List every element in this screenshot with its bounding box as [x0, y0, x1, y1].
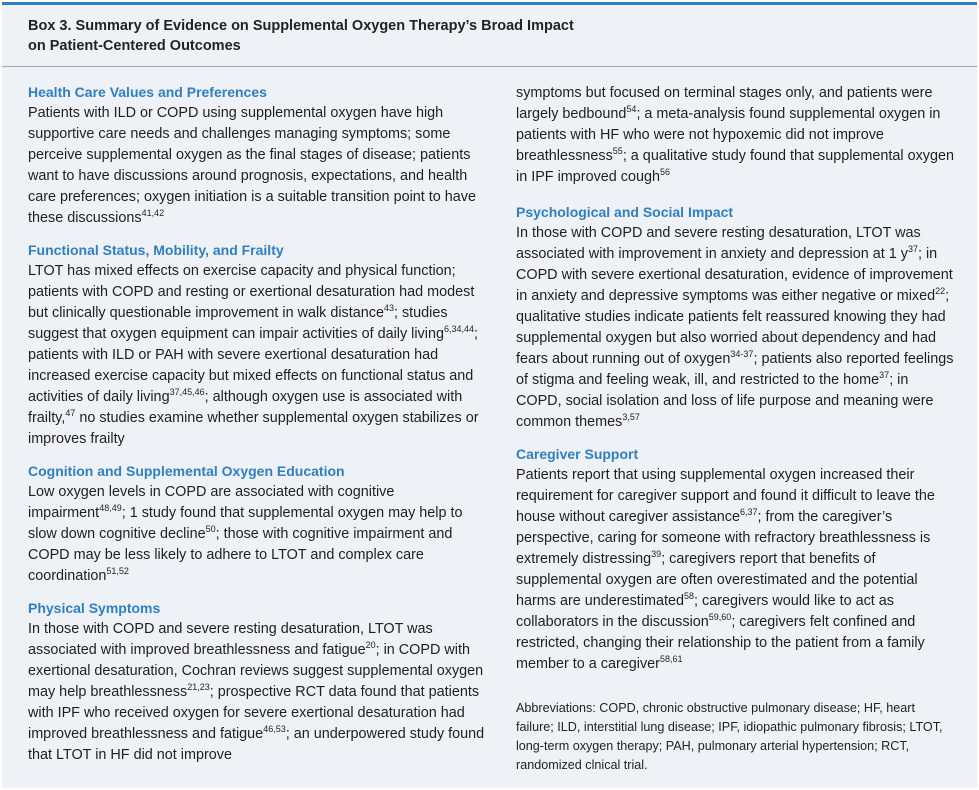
- section-physical-symptoms: [28, 598, 488, 766]
- section-heading: Psychological and Social Impact: [516, 204, 734, 220]
- text-run: In those with COPD and severe resting desaturation, LTOT was associated with improved breathlessness and fatigue: [28, 621, 433, 658]
- citation: 58: [683, 591, 694, 602]
- section-heading: Physical Symptoms: [28, 600, 161, 616]
- citation: 47: [65, 408, 76, 419]
- section-cognition: [28, 461, 488, 587]
- abbreviations-note: Abbreviations: COPD, chronic obstructive pulmonary disease; HF, heart failure; ILD, interstitial lung disease; IPF, idiopathic pulmonary fibrosis; LTOT, long-term oxygen therapy; PAH, pulmonary arterial hypertension; RCT, randomized clnical trial.: [516, 701, 943, 772]
- right-column: [516, 83, 954, 788]
- section-body: [28, 261, 488, 450]
- section-heading: Health Care Values and Preferences: [28, 84, 267, 100]
- text-run: Low oxygen levels in COPD are associated with cognitive impairment: [28, 484, 395, 521]
- text-run: no studies examine whether supplemental oxygen stabilizes or improves frailty: [28, 410, 479, 447]
- citation: 39: [651, 549, 662, 560]
- section-body: [516, 83, 954, 188]
- text-run: ; a meta-analysis found supplemental oxygen in patients with HF who were not hypoxemic did not improve breathlessness: [516, 106, 941, 164]
- citation: 43: [383, 303, 394, 314]
- section-body: [28, 103, 488, 229]
- citation: 22: [935, 286, 946, 297]
- section-physical-symptoms-continued: [516, 83, 954, 188]
- text-run: ; studies suggest that oxygen equipment can impair activities of daily living: [28, 305, 448, 342]
- text-run: ; patients also reported feelings of stigma and feeling weak, ill, and restricted to the home: [516, 351, 954, 388]
- text-run: ; in COPD with severe exertional desaturation, evidence of improvement in anxiety and depressive symptoms was either negative or mixed: [516, 246, 953, 304]
- citation: 46,53: [263, 724, 286, 735]
- section-heading: Functional Status, Mobility, and Frailty: [28, 242, 284, 258]
- text-run: ; prospective RCT data found that patients with IPF who received oxygen for severe exertional desaturation had improved breathlessness and fatigue: [28, 684, 480, 742]
- text-run: ; qualitative studies indicate patients felt reassured knowing they had supplemental oxygen but also worried about dependency and had fears about running out of oxygen: [516, 288, 950, 367]
- text-run: ; in COPD with exertional desaturation, Cochran reviews suggest supplemental oxygen may help breathlessness: [28, 642, 484, 700]
- text-run: Patients report that using supplemental oxygen increased their requirement for caregiver support and found it difficult to leave the house without caregiver assistance: [516, 467, 935, 525]
- text-run: ; from the caregiver’s perspective, caring for someone with refractory breathlessness is extremely distressing: [516, 509, 931, 567]
- section-caregiver-support: [516, 444, 954, 675]
- title-divider: [2, 66, 977, 67]
- section-functional-status: [28, 240, 488, 450]
- citation: 59,60: [708, 612, 732, 623]
- section-body: [28, 482, 488, 587]
- text-run: ; patients with ILD or PAH with severe exertional desaturation had increased exercise capacity but mixed effects on functional status and activities of daily living: [28, 326, 478, 405]
- citation: 3,57: [622, 412, 640, 423]
- citation: 37: [879, 370, 890, 381]
- citation: 37: [907, 244, 918, 255]
- section-heading: Cognition and Supplemental Oxygen Education: [28, 463, 345, 479]
- citation: 6,34,44: [443, 324, 474, 335]
- section-body: [516, 223, 954, 433]
- text-run: ; an underpowered study found that LTOT in HF did not improve: [28, 726, 485, 763]
- top-accent-rule: [2, 2, 977, 5]
- evidence-box: [2, 2, 977, 788]
- text-run: symptoms but focused on terminal stages only, and patients were largely bedbound: [516, 85, 933, 122]
- box-title: [28, 16, 628, 56]
- citation: 51,52: [106, 566, 129, 577]
- citation: 6,37: [739, 507, 758, 518]
- box-title-line-2: on Patient-Centered Outcomes: [28, 38, 241, 54]
- text-run: ; although oxygen use is associated with frailty,: [28, 389, 463, 426]
- text-run: ; those with cognitive impairment and COPD may be less likely to adhere to LTOT and complex care coordination: [28, 526, 453, 584]
- text-run: LTOT has mixed effects on exercise capacity and physical function; patients with COPD and resting or exertional desaturation had modest but clinically questionable improvement in walk distance: [28, 263, 475, 321]
- citation: 54: [626, 104, 637, 115]
- citation: 21,23: [187, 682, 210, 693]
- citation: 41,42: [141, 208, 165, 219]
- box-title-line-1: Box 3. Summary of Evidence on Supplemental Oxygen Therapy’s Broad Impact: [28, 18, 574, 34]
- text-run: ; a qualitative study found that supplemental oxygen in IPF improved cough: [516, 148, 955, 185]
- left-column: [28, 82, 488, 777]
- citation: 58,61: [659, 654, 683, 665]
- text-run: ; caregivers felt confined and restricted, changing their relationship to the patient from a family member to a caregiver: [516, 614, 925, 672]
- section-body: [516, 465, 954, 675]
- citation: 50: [205, 524, 216, 535]
- text-run: In those with COPD and severe resting desaturation, LTOT was associated with improvement in anxiety and depression at 1 y: [516, 225, 921, 262]
- text-run: ; caregivers report that benefits of supplemental oxygen are often overestimated and the potential harms are underestimated: [516, 551, 918, 609]
- citation: 56: [659, 167, 670, 178]
- citation: 48,49: [99, 503, 122, 514]
- text-run: ; caregivers would like to act as collaborators in the discussion: [516, 593, 894, 630]
- section-psychological-social: [516, 202, 954, 433]
- citation: 37,45,46: [169, 387, 205, 398]
- citation: 55: [612, 146, 623, 157]
- section-health-care-values: [28, 82, 488, 229]
- text-run: ; in COPD, social isolation and loss of life purpose and meaning were common themes: [516, 372, 934, 430]
- section-body: [28, 619, 488, 766]
- text-run: ; 1 study found that supplemental oxygen may help to slow down cognitive decline: [28, 505, 463, 542]
- text-run: Patients with ILD or COPD using supplemental oxygen have high supportive care needs and challenges managing symptoms; some perceive supplemental oxygen as the final stages of disease; patients want to have discussions around prognosis, expectations, and health care preferences; oxygen initiation is a suitable transition point to have these discussions: [28, 105, 476, 226]
- section-heading: Caregiver Support: [516, 446, 639, 462]
- citation: 34-37: [730, 349, 754, 360]
- citation: 20: [365, 640, 376, 651]
